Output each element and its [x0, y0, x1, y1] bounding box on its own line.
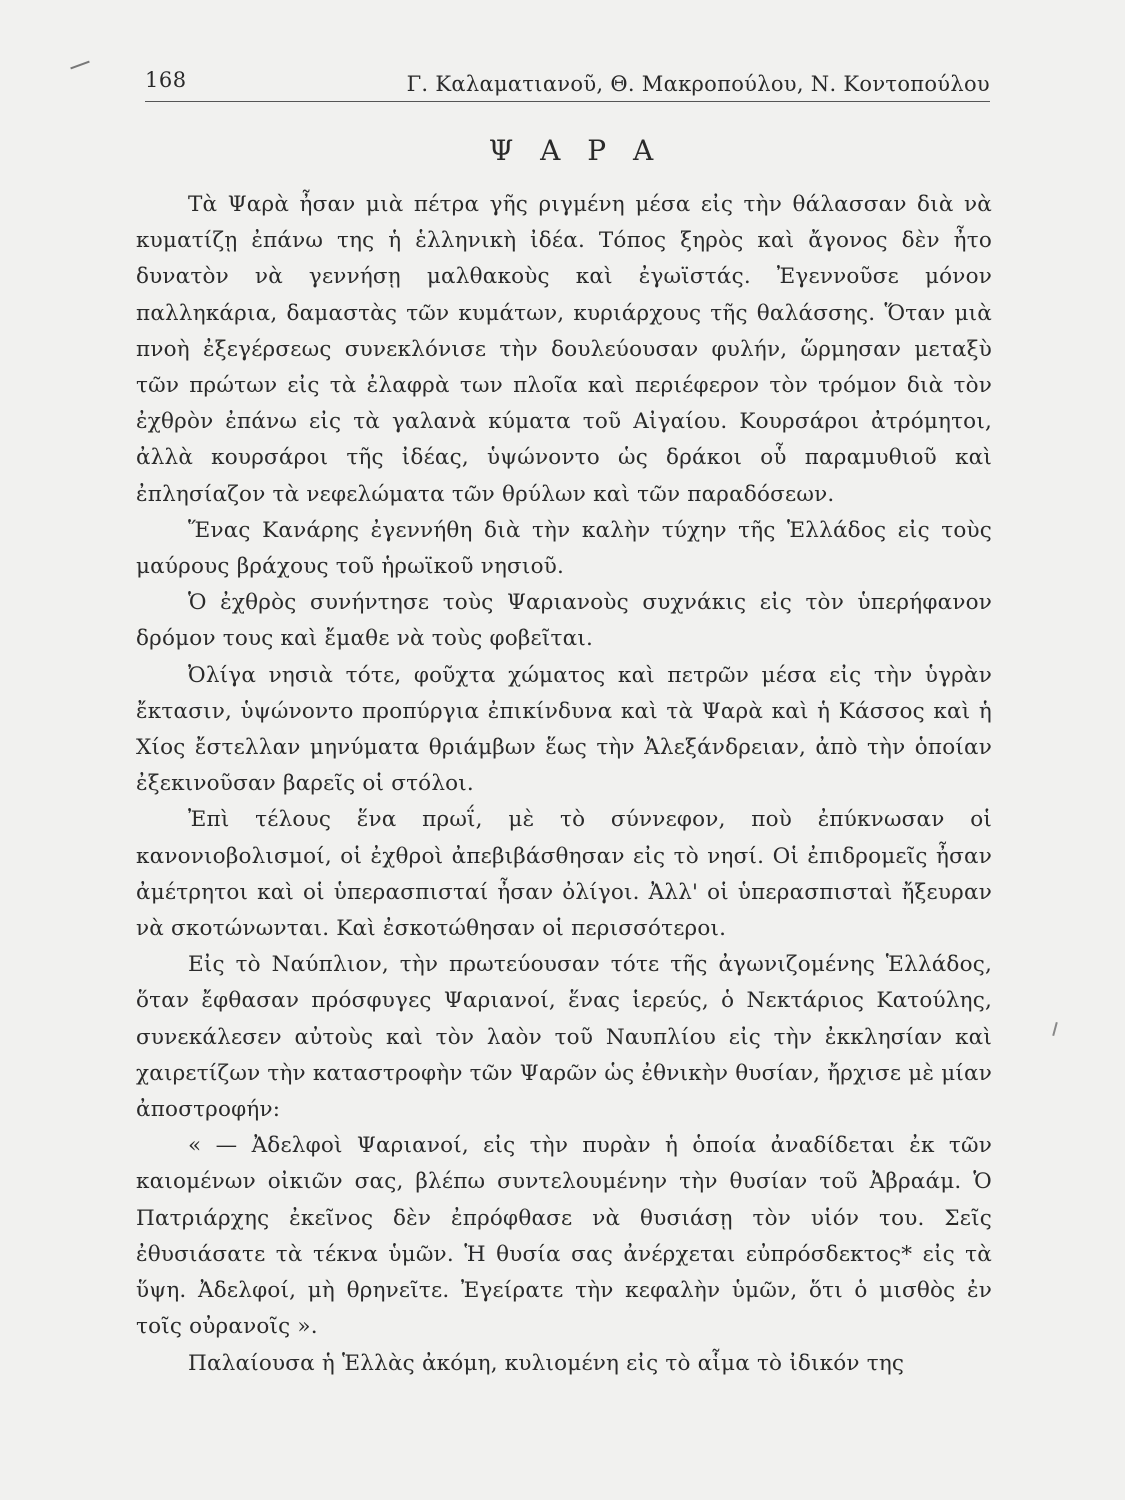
header-authors: Γ. Καλαματιανοῦ, Θ. Μακροπούλου, Ν. Κοντοπούλου	[406, 72, 990, 96]
paragraph: Ἕνας Κανάρης ἐγεννήθη διὰ τὴν καλὴν τύχην τῆς Ἑλλάδος εἰς τοὺς μαύρους βράχους τοῦ ἡρωϊκοῦ νησιοῦ.	[136, 517, 992, 580]
paragraph: Εἰς τὸ Ναύπλιον, τὴν πρωτεύουσαν τότε τῆς ἀγωνιζομένης Ἑλλάδος, ὅταν ἔφθασαν πρόσφυγες Ψαριανοί, ἕνας ἱερεύς, ὁ Νεκτάριος Κατούλης, συνεκάλεσεν αὐτοὺς καὶ τὸν λαὸν τοῦ Ναυπλίου εἰς τὴν ἐκκλησίαν καὶ χαιρετίζων τὴν καταστροφὴν τῶν Ψαρῶν ὡς ἐθνικὴν θυσίαν, ἤρχισε μὲ μίαν ἀποστροφήν:	[136, 952, 992, 1123]
paragraph: Ὁ ἐχθρὸς συνήντησε τοὺς Ψαριανοὺς συχνάκις εἰς τὸν ὑπερήφανον δρόμον τους καὶ ἔμαθε νὰ τοὺς φοβεῖται.	[136, 590, 992, 652]
paragraph: Παλαίουσα ἡ Ἑλλὰς ἀκόμη, κυλιομένη εἰς τὸ αἷμα τὸ ἰδικόν της	[188, 1350, 905, 1376]
scan-mark	[70, 61, 89, 70]
page-number: 168	[145, 68, 187, 92]
body-text	[136, 187, 992, 1382]
paragraph: Ὀλίγα νησιὰ τότε, φοῦχτα χώματος καὶ πετρῶν μέσα εἰς τὴν ὑγρὰν ἔκτασιν, ὑψώνοντο προπύργια ἐπικίνδυνα καὶ τὰ Ψαρὰ καὶ ἡ Κάσσος καὶ ἡ Χίος ἔστελλαν μηνύματα θριάμβων ἕως τὴν Ἀλεξάνδρειαν, ἀπὸ τὴν ὁποίαν ἐξεκινοῦσαν βαρεῖς οἱ στόλοι.	[136, 662, 992, 797]
paragraph: Ἐπὶ τέλους ἕνα πρωΐ, μὲ τὸ σύννεφον, ποὺ ἐπύκνωσαν οἱ κανονιοβολισμοί, οἱ ἐχθροὶ ἀπεβιβάσθησαν εἰς τὸ νησί. Οἱ ἐπιδρομεῖς ἦσαν ἀμέτρητοι καὶ οἱ ὑπερασπισταί ἦσαν ὀλίγοι. Ἀλλ' οἱ ὑπερασπισταὶ ἤξευραν νὰ σκοτώνωνται. Καὶ ἐσκοτώθησαν οἱ περισσότεροι.	[136, 807, 992, 942]
chapter-title: Ψ Α Ρ Α	[488, 134, 663, 167]
paragraph: « — Ἀδελφοὶ Ψαριανοί, εἰς τὴν πυρὰν ἡ ὁποία ἀναδίδεται ἐκ τῶν καιομένων οἰκιῶν σας, βλέπω συντελουμένην τὴν θυσίαν τοῦ Ἀβραάμ. Ὁ Πατριάρχης ἐκεῖνος δὲν ἐπρόφθασε νὰ θυσιάσῃ τὸν υἱόν του. Σεῖς ἐθυσιάσατε τὰ τέκνα ὑμῶν. Ἡ θυσία σας ἀνέρχεται εὐπρόσδεκτος* εἰς τὰ ὕψη. Ἀδελφοί, μὴ θρηνεῖτε. Ἐγείρατε τὴν κεφαλὴν ὑμῶν, ὅτι ὁ μισθὸς ἐν τοῖς οὐρανοῖς ».	[136, 1133, 992, 1340]
paragraph: Τὰ Ψαρὰ ἦσαν μιὰ πέτρα γῆς ριγμένη μέσα εἰς τὴν θάλασσαν διὰ νὰ κυματίζῃ ἐπάνω της ἡ ἑλληνικὴ ἰδέα. Τόπος ξηρὸς καὶ ἄγονος δὲν ἦτο δυνατὸν νὰ γεννήσῃ μαλθακοὺς καὶ ἐγωϊστάς. Ἐγεννοῦσε μόνον παλληκάρια, δαμαστὰς τῶν κυμάτων, κυριάρχους τῆς θαλάσσης. Ὅταν μιὰ πνοὴ ἐξεγέρσεως συνεκλόνισε τὴν δουλεύουσαν φυλήν, ὥρμησαν μεταξὺ τῶν πρώτων εἰς τὰ ἐλαφρὰ των πλοῖα καὶ περιέφερον τὸν τρόμον διὰ τὸν ἐχθρὸν ἐπάνω εἰς τὰ γαλανὰ κύματα τοῦ Αἰγαίου. Κουρσάροι ἀτρόμητοι, ἀλλὰ κουρσάροι τῆς ἰδέας, ὑψώνοντο ὡς δράκοι οὗ παραμυθιοῦ καὶ ἐπλησίαζον τὰ νεφελώματα τῶν θρύλων καὶ τῶν παραδόσεων.	[136, 192, 992, 507]
margin-mark	[1052, 1022, 1058, 1036]
running-header	[145, 64, 990, 104]
header-rule	[145, 101, 990, 102]
